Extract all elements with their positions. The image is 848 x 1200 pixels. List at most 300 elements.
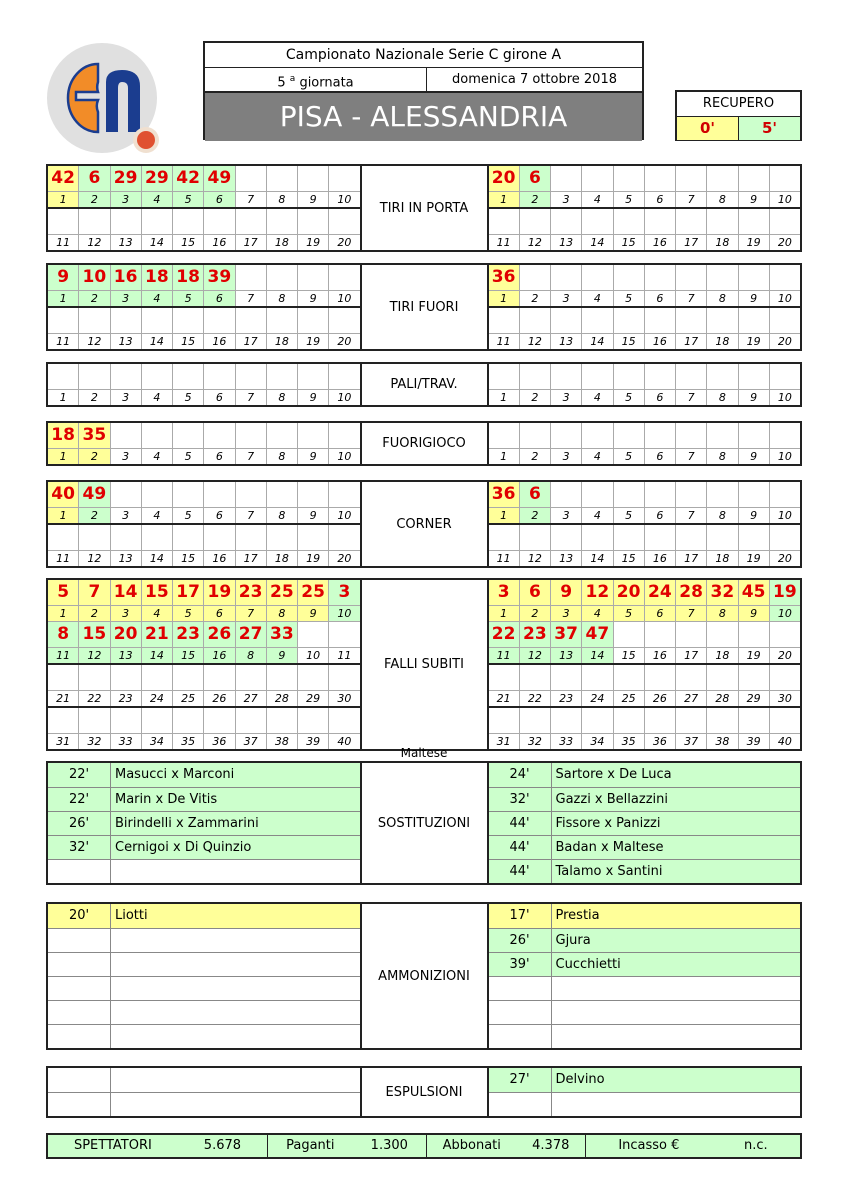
minute-cell — [235, 209, 266, 234]
away-team-grid — [489, 580, 801, 749]
event-player: Talamo x Santini — [555, 864, 663, 879]
minute-cell — [675, 708, 706, 733]
minute-cell — [644, 708, 675, 733]
minute-cell — [706, 166, 737, 191]
minute-cell: 23 — [519, 622, 550, 647]
index-cell: 8 — [706, 508, 737, 523]
index-cell: 12 — [519, 235, 550, 250]
index-row — [489, 333, 801, 349]
event-player — [111, 1093, 360, 1116]
index-cell: 9 — [266, 648, 297, 663]
index-cell: 2 — [78, 390, 109, 405]
minute-cell: 20 — [613, 580, 644, 605]
minute-cell: 42 — [172, 166, 203, 191]
event-player: Fissore x Panizzi — [555, 816, 661, 831]
index-cell: 17 — [235, 334, 266, 349]
index-cell: 3 — [550, 606, 581, 621]
minute-cell — [235, 423, 266, 448]
index-cell: 12 — [78, 334, 109, 349]
spettatori-label: SPETTATORI — [73, 1138, 152, 1153]
index-row — [489, 507, 801, 523]
minute-cell: 3 — [489, 580, 519, 605]
minute-cell — [644, 364, 675, 389]
event-player: Masucci x Marconi — [115, 767, 235, 782]
minute-cell — [769, 622, 800, 647]
value-row — [48, 265, 360, 290]
value-row — [489, 209, 801, 234]
event-minute: 44' — [489, 812, 552, 835]
away-team-events — [489, 763, 801, 883]
value-row — [489, 708, 801, 733]
index-cell: 9 — [297, 606, 328, 621]
minute-cell: 12 — [581, 580, 612, 605]
event-minute: 26' — [489, 929, 552, 952]
index-cell: 4 — [141, 449, 172, 464]
index-cell: 20 — [769, 551, 800, 566]
index-cell: 16 — [644, 334, 675, 349]
index-cell: 8 — [266, 449, 297, 464]
index-cell: 39 — [297, 734, 328, 749]
index-cell: 36 — [203, 734, 234, 749]
event-row — [48, 859, 360, 883]
minute-cell — [550, 308, 581, 333]
minute-cell — [519, 308, 550, 333]
minute-cell — [738, 308, 769, 333]
minute-cell — [141, 423, 172, 448]
event-minute: 22' — [48, 788, 111, 811]
event-row — [48, 1068, 360, 1092]
index-cell: 7 — [675, 449, 706, 464]
index-cell: 9 — [297, 449, 328, 464]
index-cell: 20 — [769, 334, 800, 349]
minute-cell — [706, 482, 737, 507]
index-cell: 37 — [675, 734, 706, 749]
event-row — [489, 811, 801, 835]
minute-cell — [297, 364, 328, 389]
minute-cell — [581, 665, 612, 690]
minute-cell — [328, 708, 359, 733]
index-cell: 13 — [110, 235, 141, 250]
index-cell: 1 — [500, 391, 508, 404]
minute-cell — [738, 708, 769, 733]
index-cell: 18 — [266, 334, 297, 349]
index-cell: 8 — [266, 606, 297, 621]
value-row — [48, 580, 360, 605]
spettatori-value: 5.678 — [203, 1138, 242, 1153]
minute-cell — [519, 265, 550, 290]
minute-cell — [141, 665, 172, 690]
minute-cell — [328, 308, 359, 333]
index-cell: 2 — [519, 192, 550, 207]
stat-block-corner — [46, 480, 802, 568]
event-player: Gazzi x Bellazzini — [555, 792, 668, 807]
minute-cell — [110, 708, 141, 733]
minute-cell: 23 — [235, 580, 266, 605]
minute-cell: 36 — [489, 265, 519, 290]
minute-cell — [203, 708, 234, 733]
event-minute — [489, 1025, 552, 1048]
minute-cell — [78, 525, 109, 550]
minute-cell: 16 — [110, 265, 141, 290]
minute-cell — [141, 209, 172, 234]
stat-label: PALI/TRAV. — [360, 364, 489, 405]
index-cell: 9 — [297, 390, 328, 405]
round-number: 5 — [277, 75, 286, 91]
index-cell: 2 — [519, 291, 550, 306]
index-cell: 15 — [172, 235, 203, 250]
index-cell: 4 — [141, 192, 172, 207]
minute-cell — [110, 665, 141, 690]
event-label: SOSTITUZIONI — [360, 763, 489, 883]
index-cell: 26 — [644, 691, 675, 706]
index-row — [48, 647, 360, 663]
index-cell: 5 — [172, 192, 203, 207]
minute-cell — [644, 423, 675, 448]
index-row — [48, 507, 360, 523]
event-player — [552, 977, 801, 1000]
index-cell: 28 — [706, 691, 737, 706]
index-cell: 11 — [328, 648, 359, 663]
index-cell: 14 — [141, 235, 172, 250]
index-cell: 4 — [141, 390, 172, 405]
minute-cell — [172, 665, 203, 690]
index-cell: 4 — [581, 390, 612, 405]
minute-cell — [266, 209, 297, 234]
index-cell: 3 — [110, 449, 141, 464]
index-cell: 17 — [675, 551, 706, 566]
index-cell: 17 — [675, 235, 706, 250]
event-minute — [48, 1001, 111, 1024]
index-cell: 21 — [56, 692, 71, 705]
minute-cell — [141, 525, 172, 550]
home-team-events — [48, 904, 360, 1048]
minute-cell — [644, 482, 675, 507]
recupero-box — [675, 90, 802, 141]
minute-cell — [581, 482, 612, 507]
home-team-grid — [48, 166, 360, 250]
minute-cell — [48, 665, 78, 690]
value-row — [489, 525, 801, 550]
index-cell: 20 — [328, 551, 359, 566]
value-row — [489, 622, 801, 647]
index-cell: 3 — [550, 390, 581, 405]
index-cell: 20 — [769, 235, 800, 250]
index-cell: 6 — [203, 291, 234, 306]
minute-cell — [297, 525, 328, 550]
stat-block-fuorigioco — [46, 421, 802, 466]
minute-cell: 5 — [48, 580, 78, 605]
stat-label: TIRI IN PORTA — [360, 166, 489, 250]
minute-cell — [738, 364, 769, 389]
index-cell: 19 — [738, 551, 769, 566]
value-row — [489, 308, 801, 333]
minute-cell — [78, 308, 109, 333]
event-player — [111, 929, 360, 952]
event-minute: 44' — [489, 836, 552, 859]
minute-cell — [235, 482, 266, 507]
minute-cell: 10 — [78, 265, 109, 290]
event-player: Gjura — [555, 933, 591, 948]
minute-cell — [141, 708, 172, 733]
value-row — [48, 166, 360, 191]
minute-cell — [141, 482, 172, 507]
minute-cell: 21 — [141, 622, 172, 647]
minute-cell — [489, 708, 519, 733]
index-cell: 17 — [675, 334, 706, 349]
value-row — [489, 580, 801, 605]
event-minute — [48, 1068, 111, 1092]
event-player — [552, 1093, 801, 1116]
minute-cell — [675, 525, 706, 550]
index-cell: 6 — [203, 390, 234, 405]
index-cell: 19 — [297, 235, 328, 250]
minute-cell — [48, 708, 78, 733]
minute-cell: 45 — [738, 580, 769, 605]
index-cell: 2 — [78, 606, 109, 621]
index-cell: 3 — [110, 192, 141, 207]
minute-cell — [48, 209, 78, 234]
event-minute — [489, 977, 552, 1000]
index-cell: 10 — [328, 291, 359, 306]
minute-cell — [581, 209, 612, 234]
index-cell: 15 — [172, 334, 203, 349]
index-cell: 8 — [266, 508, 297, 523]
minute-cell — [644, 525, 675, 550]
index-cell: 35 — [172, 734, 203, 749]
minute-cell: 35 — [78, 423, 109, 448]
index-cell: 24 — [581, 691, 612, 706]
index-cell: 11 — [496, 552, 511, 565]
minute-cell — [297, 622, 328, 647]
paganti-cell — [267, 1135, 426, 1157]
index-cell: 40 — [328, 734, 359, 749]
index-cell: 35 — [613, 734, 644, 749]
index-cell: 26 — [203, 691, 234, 706]
minute-cell — [110, 423, 141, 448]
index-row — [48, 333, 360, 349]
index-cell: 34 — [581, 734, 612, 749]
minute-cell — [489, 665, 519, 690]
index-cell: 33 — [110, 734, 141, 749]
index-cell: 14 — [141, 648, 172, 663]
index-cell: 15 — [613, 334, 644, 349]
index-cell: 1 — [48, 291, 78, 306]
event-player — [111, 1001, 360, 1024]
minute-cell — [110, 482, 141, 507]
minute-cell: 33 — [266, 622, 297, 647]
minute-cell — [769, 482, 800, 507]
value-row — [48, 423, 360, 448]
minute-cell: 18 — [48, 423, 78, 448]
index-cell: 20 — [328, 334, 359, 349]
minute-cell — [141, 364, 172, 389]
index-cell: 4 — [581, 508, 612, 523]
index-cell: 4 — [581, 449, 612, 464]
value-row — [489, 665, 801, 690]
index-cell: 11 — [56, 236, 71, 249]
minute-cell — [519, 708, 550, 733]
minute-cell — [172, 308, 203, 333]
paganti-value: 1.300 — [370, 1138, 408, 1153]
index-cell: 5 — [613, 508, 644, 523]
index-cell: 24 — [141, 691, 172, 706]
index-cell: 10 — [769, 291, 800, 306]
event-player — [111, 953, 360, 976]
home-team-events — [48, 763, 360, 883]
event-table-ammonizioni — [46, 902, 802, 1050]
minute-cell: 22 — [489, 622, 519, 647]
minute-cell — [328, 265, 359, 290]
index-cell: 6 — [203, 449, 234, 464]
index-cell: 20 — [328, 235, 359, 250]
index-cell: 18 — [706, 551, 737, 566]
index-cell: 13 — [550, 648, 581, 663]
index-cell: 15 — [613, 235, 644, 250]
minute-cell — [706, 364, 737, 389]
abbonati-label: Abbonati — [442, 1138, 501, 1153]
minute-cell — [48, 525, 78, 550]
index-cell: 5 — [172, 606, 203, 621]
index-cell: 13 — [110, 334, 141, 349]
event-minute: 32' — [48, 836, 111, 859]
minute-cell — [769, 364, 800, 389]
minute-cell: 3 — [328, 580, 359, 605]
minute-cell — [581, 525, 612, 550]
index-cell: 11 — [56, 335, 71, 348]
index-cell: 3 — [550, 508, 581, 523]
match-title: PISA - ALESSANDRIA — [205, 93, 642, 141]
away-team-grid — [489, 166, 801, 250]
event-player — [111, 1068, 360, 1092]
index-cell: 5 — [172, 449, 203, 464]
index-cell: 5 — [613, 449, 644, 464]
minute-cell — [738, 209, 769, 234]
index-cell: 40 — [769, 734, 800, 749]
index-cell: 8 — [706, 390, 737, 405]
minute-cell — [266, 423, 297, 448]
minute-cell — [550, 423, 581, 448]
minute-cell — [613, 364, 644, 389]
index-row — [489, 389, 801, 405]
minute-cell — [738, 166, 769, 191]
index-cell: 39 — [738, 734, 769, 749]
index-cell: 12 — [519, 334, 550, 349]
index-cell: 1 — [48, 508, 78, 523]
value-row — [48, 482, 360, 507]
event-row — [48, 1092, 360, 1116]
minute-cell — [110, 364, 141, 389]
minute-cell — [613, 265, 644, 290]
minute-cell — [769, 665, 800, 690]
event-player: Badan x Maltese — [555, 840, 664, 855]
minute-cell — [328, 622, 359, 647]
event-row — [489, 1000, 801, 1024]
index-cell: 37 — [235, 734, 266, 749]
recupero-second-half: 5' — [739, 117, 800, 140]
minute-cell — [78, 364, 109, 389]
minute-cell: 36 — [489, 482, 519, 507]
recupero-first-half: 0' — [677, 117, 739, 140]
minute-cell — [675, 622, 706, 647]
minute-cell — [644, 308, 675, 333]
minute-cell — [738, 525, 769, 550]
index-cell: 20 — [769, 648, 800, 663]
minute-cell — [235, 708, 266, 733]
index-cell: 2 — [519, 390, 550, 405]
minute-cell — [613, 166, 644, 191]
minute-cell: 9 — [550, 580, 581, 605]
minute-cell: 32 — [706, 580, 737, 605]
minute-cell — [738, 265, 769, 290]
stat-label: CORNER — [360, 482, 489, 566]
index-cell: 10 — [769, 508, 800, 523]
index-cell: 4 — [581, 192, 612, 207]
index-cell: 10 — [328, 508, 359, 523]
minute-cell — [706, 622, 737, 647]
index-cell: 7 — [675, 606, 706, 621]
minute-cell — [581, 308, 612, 333]
index-cell: 13 — [550, 551, 581, 566]
paganti-label: Paganti — [286, 1138, 335, 1153]
index-cell: 11 — [496, 236, 511, 249]
minute-cell: 26 — [203, 622, 234, 647]
minute-cell — [706, 209, 737, 234]
minute-cell — [266, 265, 297, 290]
minute-cell — [613, 708, 644, 733]
minute-cell — [706, 665, 737, 690]
index-cell: 6 — [644, 192, 675, 207]
minute-cell: 49 — [203, 166, 234, 191]
minute-cell: 18 — [172, 265, 203, 290]
index-cell: 13 — [550, 235, 581, 250]
minute-cell: 6 — [519, 166, 550, 191]
index-cell: 27 — [235, 691, 266, 706]
index-cell: 14 — [581, 648, 612, 663]
index-cell: 25 — [613, 691, 644, 706]
minute-cell — [297, 209, 328, 234]
minute-cell: 25 — [266, 580, 297, 605]
minute-cell — [613, 482, 644, 507]
index-cell: 8 — [706, 606, 737, 621]
event-minute — [48, 929, 111, 952]
minute-cell — [235, 265, 266, 290]
minute-cell: 23 — [172, 622, 203, 647]
event-label: ESPULSIONI — [360, 1068, 489, 1116]
minute-cell — [328, 364, 359, 389]
minute-cell — [266, 364, 297, 389]
value-row — [48, 708, 360, 733]
index-cell: 16 — [203, 334, 234, 349]
minute-cell — [550, 364, 581, 389]
stat-block-pali-trav — [46, 362, 802, 407]
index-cell: 28 — [266, 691, 297, 706]
index-cell: 1 — [48, 606, 78, 621]
minute-cell: 40 — [48, 482, 78, 507]
event-row — [489, 904, 801, 928]
minute-cell — [203, 209, 234, 234]
index-cell: 2 — [78, 291, 109, 306]
event-minute — [48, 1025, 111, 1048]
minute-cell — [78, 708, 109, 733]
event-player: Sartore x De Luca — [555, 767, 672, 782]
minute-cell — [706, 423, 737, 448]
index-cell: 38 — [266, 734, 297, 749]
index-cell: 12 — [519, 551, 550, 566]
minute-cell — [110, 308, 141, 333]
index-cell: 3 — [550, 449, 581, 464]
away-team-grid — [489, 423, 801, 464]
minute-cell — [328, 482, 359, 507]
